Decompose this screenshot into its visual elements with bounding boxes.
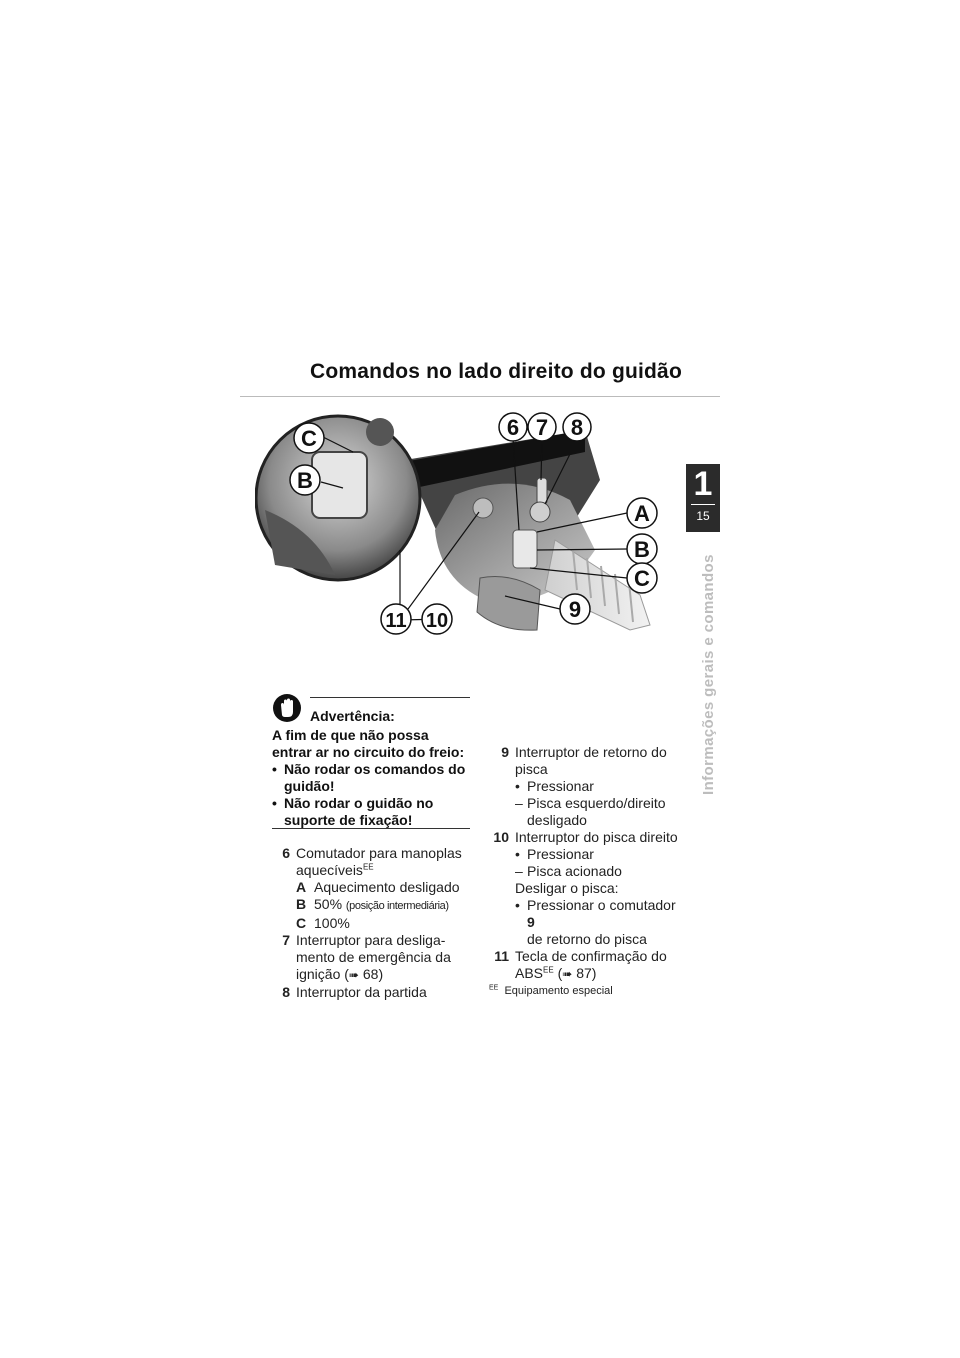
page-title: Comandos no lado direito do guidão (310, 360, 682, 383)
sub-item-text: 50% (314, 896, 343, 912)
callout-11 (381, 604, 411, 634)
item-number: 10 (493, 829, 509, 845)
heated-grip-switch-shape (513, 530, 537, 568)
warning-list (272, 761, 472, 829)
callout-10 (422, 604, 452, 634)
warning-top-rule (310, 697, 470, 698)
item-number: 9 (501, 744, 509, 760)
result-line (515, 795, 687, 829)
bullet-mark: • (515, 846, 520, 862)
svg-text:B: B (297, 468, 313, 493)
action-text: Pressionar (527, 778, 594, 794)
warning-heading: Advertência: (310, 708, 395, 724)
svg-text:C: C (634, 566, 650, 591)
item-text-cont: pisca (515, 761, 548, 777)
sub-item-a (296, 879, 478, 896)
chapter-tab[interactable] (686, 464, 720, 532)
item-text: Interruptor de retorno do (515, 744, 667, 760)
action-bullet (515, 846, 687, 863)
bullet-mark: • (515, 897, 520, 913)
item-11 (487, 948, 687, 983)
warning-bullet-1: • Não rodar os comandos do guidão! (272, 761, 472, 795)
bullet-mark: • (515, 778, 520, 794)
chapter-side-label-text: Informações gerais e comandos (700, 554, 717, 795)
item-text-part: ignição ( (296, 966, 349, 982)
item-number: 7 (282, 932, 290, 948)
svg-text:A: A (634, 501, 650, 526)
item-text-cont: Desligar o pisca: (515, 880, 619, 896)
result-text-cont: desligado (527, 812, 587, 828)
sub-item-note: (posição intermediária) (345, 900, 449, 912)
action-text-cont: de retorno do pisca (527, 931, 647, 947)
item-reference: 9 (527, 914, 535, 930)
result-text: Pisca esquerdo/direito (527, 795, 666, 811)
item-8 (268, 984, 478, 1001)
item-text-cont (296, 862, 478, 879)
title-divider (240, 396, 720, 397)
item-text: Interruptor do pisca direito (515, 829, 678, 845)
sub-item-b (296, 896, 478, 915)
start-button-shape (530, 502, 550, 522)
svg-text:10: 10 (425, 610, 449, 632)
callout-a (627, 498, 657, 528)
result-text: Pisca acionado (527, 863, 622, 879)
sub-item-c (296, 915, 478, 932)
svg-text:11: 11 (385, 610, 407, 632)
svg-text:B: B (634, 537, 650, 562)
footnote-mark: EE (489, 984, 499, 992)
inset-knob-shape (366, 418, 394, 446)
item-number: 11 (494, 948, 509, 964)
footnote (489, 985, 613, 997)
callout-7 (528, 413, 556, 441)
page-reference-arrow-icon[interactable]: ➠ (348, 968, 359, 982)
item-text: Interruptor da partida (296, 984, 427, 1000)
sub-item-letter: A (296, 879, 307, 895)
dash-mark: – (515, 795, 523, 811)
inset-switch-shape (312, 452, 367, 518)
footnote-text: Equipamento especial (504, 985, 613, 997)
item-text-part: ABS (515, 965, 544, 981)
sub-item-text: 100% (314, 915, 350, 931)
action-text: Pressionar o comutador (527, 897, 676, 913)
callout-c-inset (294, 423, 324, 453)
abs-button-shape (473, 498, 493, 518)
svg-text:8: 8 (570, 415, 584, 440)
svg-text:7: 7 (535, 415, 549, 440)
items-left-column (268, 845, 478, 1001)
turn-signal-paddle-shape (477, 577, 540, 631)
action-bullet (515, 778, 687, 795)
page-reference-link[interactable]: 68) (358, 966, 384, 982)
optional-equipment-mark: EE (362, 862, 374, 872)
sub-item-text: Aquecimento desligado (314, 879, 460, 895)
dash-mark: – (515, 863, 523, 879)
callout-6 (499, 413, 527, 441)
item-text: Tecla de confirmação do (515, 948, 667, 964)
sub-item-letter: C (296, 915, 307, 931)
item-number: 8 (282, 984, 290, 1000)
items-right-column (487, 744, 687, 983)
warning-body (272, 727, 472, 829)
svg-text:9: 9 (568, 597, 582, 622)
item-text: Interruptor para desliga- (296, 932, 446, 948)
item-text-ref (296, 966, 478, 984)
item-text-part: aquecíveis (296, 862, 363, 878)
page-number: 15 (696, 509, 710, 523)
sub-item-letter: B (296, 896, 307, 912)
item-number: 6 (282, 845, 290, 861)
svg-text:6: 6 (506, 415, 520, 440)
action-text: Pressionar (527, 846, 594, 862)
warning-intro: A fim de que não possa entrar ar no circuito do freio: (272, 727, 465, 760)
callout-9 (560, 594, 590, 624)
callout-b (627, 534, 657, 564)
item-text-cont: $ABS^{EE}$ (➠ 87) (515, 965, 597, 981)
warning-hand-icon (272, 693, 302, 723)
handlebar-controls-photo (255, 400, 665, 660)
item-7 (268, 932, 478, 984)
item-text-cont: mento de emergência da (296, 949, 451, 965)
callout-b-inset (290, 465, 320, 495)
callout-8 (563, 413, 591, 441)
warning-bullet-2: • Não rodar o guidão no suporte de fixação! (272, 795, 472, 829)
action-bullet (515, 897, 687, 948)
optional-equipment-mark: EE (543, 965, 554, 975)
page-reference-arrow-icon[interactable]: ➠ (562, 967, 573, 981)
callout-c (627, 563, 657, 593)
item-10 (487, 829, 687, 948)
result-line (515, 863, 687, 880)
kill-switch-shape (537, 478, 547, 504)
page-reference-link[interactable]: 87) (572, 965, 597, 981)
svg-text:C: C (301, 426, 317, 451)
item-9 (487, 744, 687, 829)
chapter-number: 1 (693, 465, 713, 503)
item-text: Comutador para manoplas (296, 845, 462, 861)
warning-bottom-rule (272, 828, 470, 829)
item-6 (268, 845, 478, 932)
